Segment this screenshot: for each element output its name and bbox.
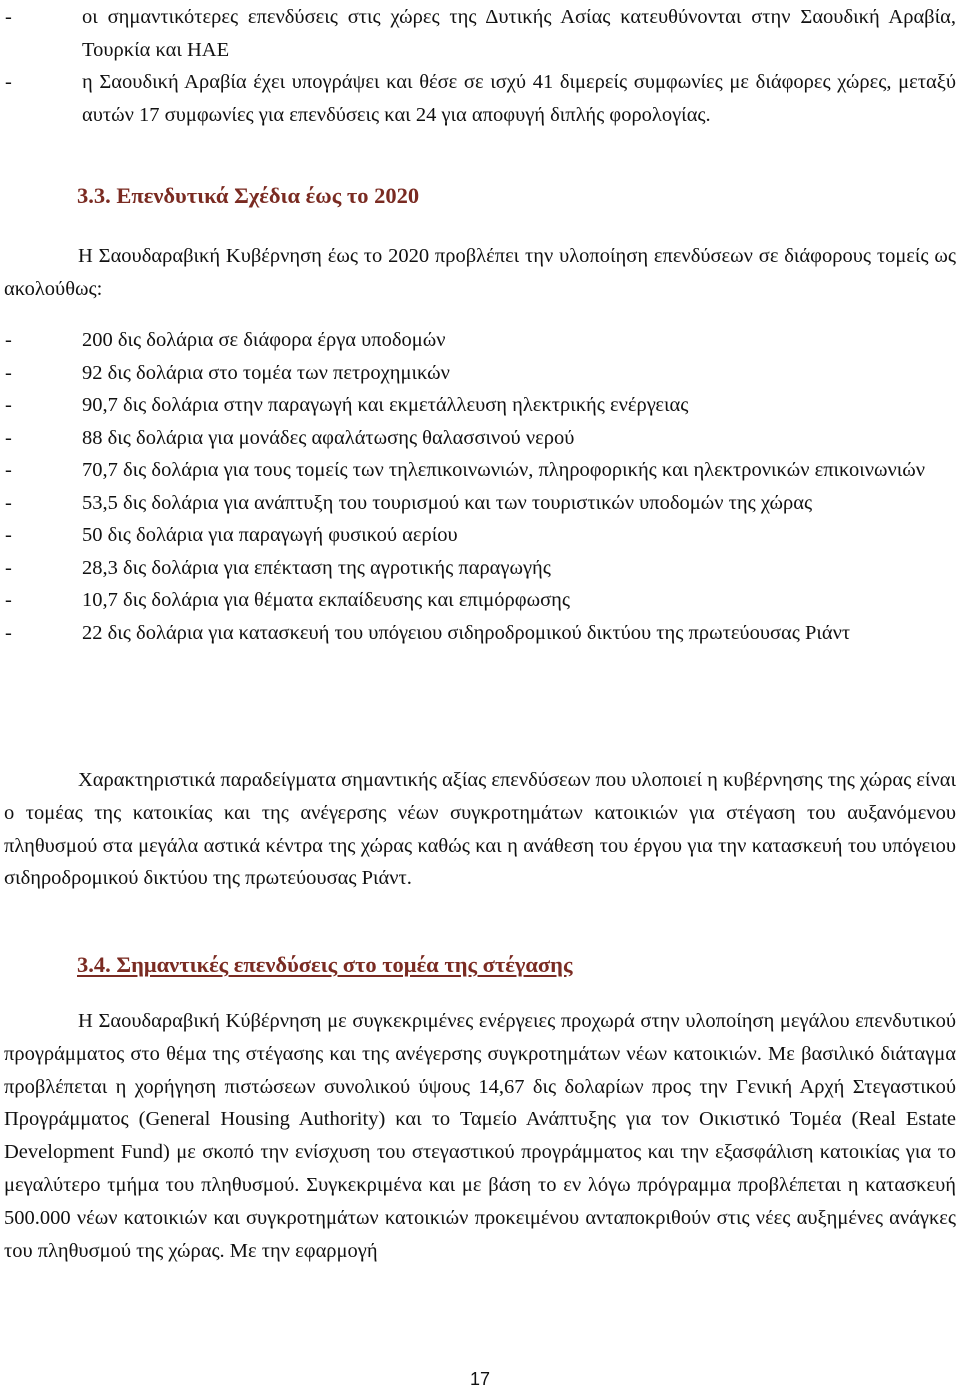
list-item bbox=[4, 584, 956, 617]
list-item bbox=[4, 1, 956, 66]
list-item bbox=[4, 617, 956, 650]
page-number: 17 bbox=[469, 1369, 491, 1389]
list-item bbox=[4, 422, 956, 455]
list-item-text: 28,3 δις δολάρια για επέκταση της αγροτικής παραγωγής bbox=[82, 556, 551, 579]
list-dash: - bbox=[5, 361, 12, 384]
list-dash: - bbox=[5, 524, 12, 546]
list-item-text: 53,5 δις δολάρια για ανάπτυξη του τουρισμού και των τουριστικών υποδομών της χώρας bbox=[82, 491, 813, 514]
list-item-text: 88 δις δολάρια για μονάδες αφαλάτωσης θαλασσινού νερού bbox=[82, 426, 575, 449]
list-dash: - bbox=[5, 394, 12, 416]
list-item-text: η Σαουδική Αραβία έχει υπογράψει και θέσε σε ισχύ 41 διμερείς συμφωνίες με διάφορες χώρες, μεταξύ αυτών 17 συμφωνίες για επενδύσεις και 24 για αποφυγή διπλής φορολογίας. bbox=[82, 71, 956, 126]
list-item bbox=[4, 552, 956, 585]
list-item bbox=[4, 357, 956, 390]
list-dash: - bbox=[5, 6, 12, 28]
list-item bbox=[4, 324, 956, 357]
section-heading-3-4: 3.4. Σημαντικές επενδύσεις στο τομέα της στέγασης bbox=[77, 952, 573, 977]
list-item bbox=[4, 487, 956, 520]
section-heading-3-3: 3.3. Επενδυτικά Σχέδια έως το 2020 bbox=[77, 183, 420, 208]
list-item bbox=[4, 519, 956, 552]
list-item-text: 22 δις δολάρια για κατασκευή του υπόγειου σιδηροδρομικού δικτύου της πρωτεύουσας Ριάντ bbox=[82, 621, 851, 644]
list-dash: - bbox=[5, 329, 12, 351]
list-dash: - bbox=[5, 426, 12, 449]
list-item-text: οι σημαντικότερες επενδύσεις στις χώρες της Δυτικής Ασίας κατευθύνονται στην Σαουδική Αραβία, Τουρκία και ΗΑΕ bbox=[82, 6, 956, 61]
list-item bbox=[4, 66, 956, 131]
investment-list bbox=[4, 324, 956, 649]
list-item-text: 50 δις δολάρια για παραγωγή φυσικού αερίου bbox=[82, 524, 458, 546]
list-dash: - bbox=[5, 621, 12, 644]
list-item bbox=[4, 389, 956, 422]
list-dash: - bbox=[5, 459, 12, 481]
list-dash: - bbox=[5, 491, 12, 514]
section-3-4-body: Η Σαουδαραβική Κύβέρνηση με συγκεκριμένες ενέργειες προχωρά στην υλοποίηση μεγάλου επενδυτικού προγράμματος στο θέμα της στέγασης και της ανέγερσης συγκροτημάτων νέων κατοικιών. Με βασιλικό διάταγμα προβλέπεται η χορήγηση πιστώσεων συνολικού ύψους 14,67 δις δολαρίων προς την Γενική Αρχή Στεγαστικού Προγράμματος (General Housing Authority) και το Ταμείο Ανάπτυξης για τον Οικιστικό Τομέα (Real Estate Development Fund) με σκοπό την ενίσχυση του στεγαστικού προγράμματος και την εξασφάλιση κατοικίας για το μεγαλύτερο τμήμα του πληθυσμού. Συγκεκριμένα και με βάση το εν λόγω πρόγραμμα προβλέπεται η κατασκευή 500.000 νέων κατοικιών και συγκροτημάτων κατοικιών προκειμένου ανταποκριθούν στις νέες αυξημένες ανάγκες του πληθυσμού της χώρας. Με την εφαρμογή bbox=[4, 1010, 956, 1262]
list-item-text: 10,7 δις δολάρια για θέματα εκπαίδευσης και επιμόρφωσης bbox=[82, 589, 570, 611]
list-item-text: 200 δις δολάρια σε διάφορα έργα υποδομών bbox=[82, 329, 446, 351]
list-item bbox=[4, 454, 956, 487]
section-3-3-intro: Η Σαουδαραβική Κυβέρνηση έως το 2020 προβλέπει την υλοποίηση επενδύσεων σε διάφορους τομείς ως ακολούθως: bbox=[4, 245, 956, 300]
section-3-3-closing: Χαρακτηριστικά παραδείγματα σημαντικής αξίας επενδύσεων που υλοποιεί η κυβέρνησης της χώρας είναι ο τομέας της κατοικίας και της ανέγερσης νέων συγκροτημάτων κατοικιών για στέγαση του αυξανόμενου πληθυσμού στα μεγάλα αστικά κέντρα της χώρας καθώς και η ανάθεση του έργου για την κατασκευή του υπόγειου σιδηροδρομικού δικτύου της πρωτεύουσας Ριάντ. bbox=[4, 769, 956, 890]
list-dash: - bbox=[5, 589, 12, 611]
list-dash: - bbox=[5, 71, 12, 93]
list-item-text: 92 δις δολάρια στο τομέα των πετροχημικών bbox=[82, 361, 450, 384]
list-item-text: 90,7 δις δολάρια στην παραγωγή και εκμετάλλευση ηλεκτρικής ενέργειας bbox=[82, 394, 689, 416]
list-dash: - bbox=[5, 556, 12, 579]
top-bullet-list bbox=[4, 1, 956, 131]
list-item-text: 70,7 δις δολάρια για τους τομείς των τηλεπικοινωνιών, πληροφορικής και ηλεκτρονικών επικοινωνιών bbox=[82, 459, 926, 481]
